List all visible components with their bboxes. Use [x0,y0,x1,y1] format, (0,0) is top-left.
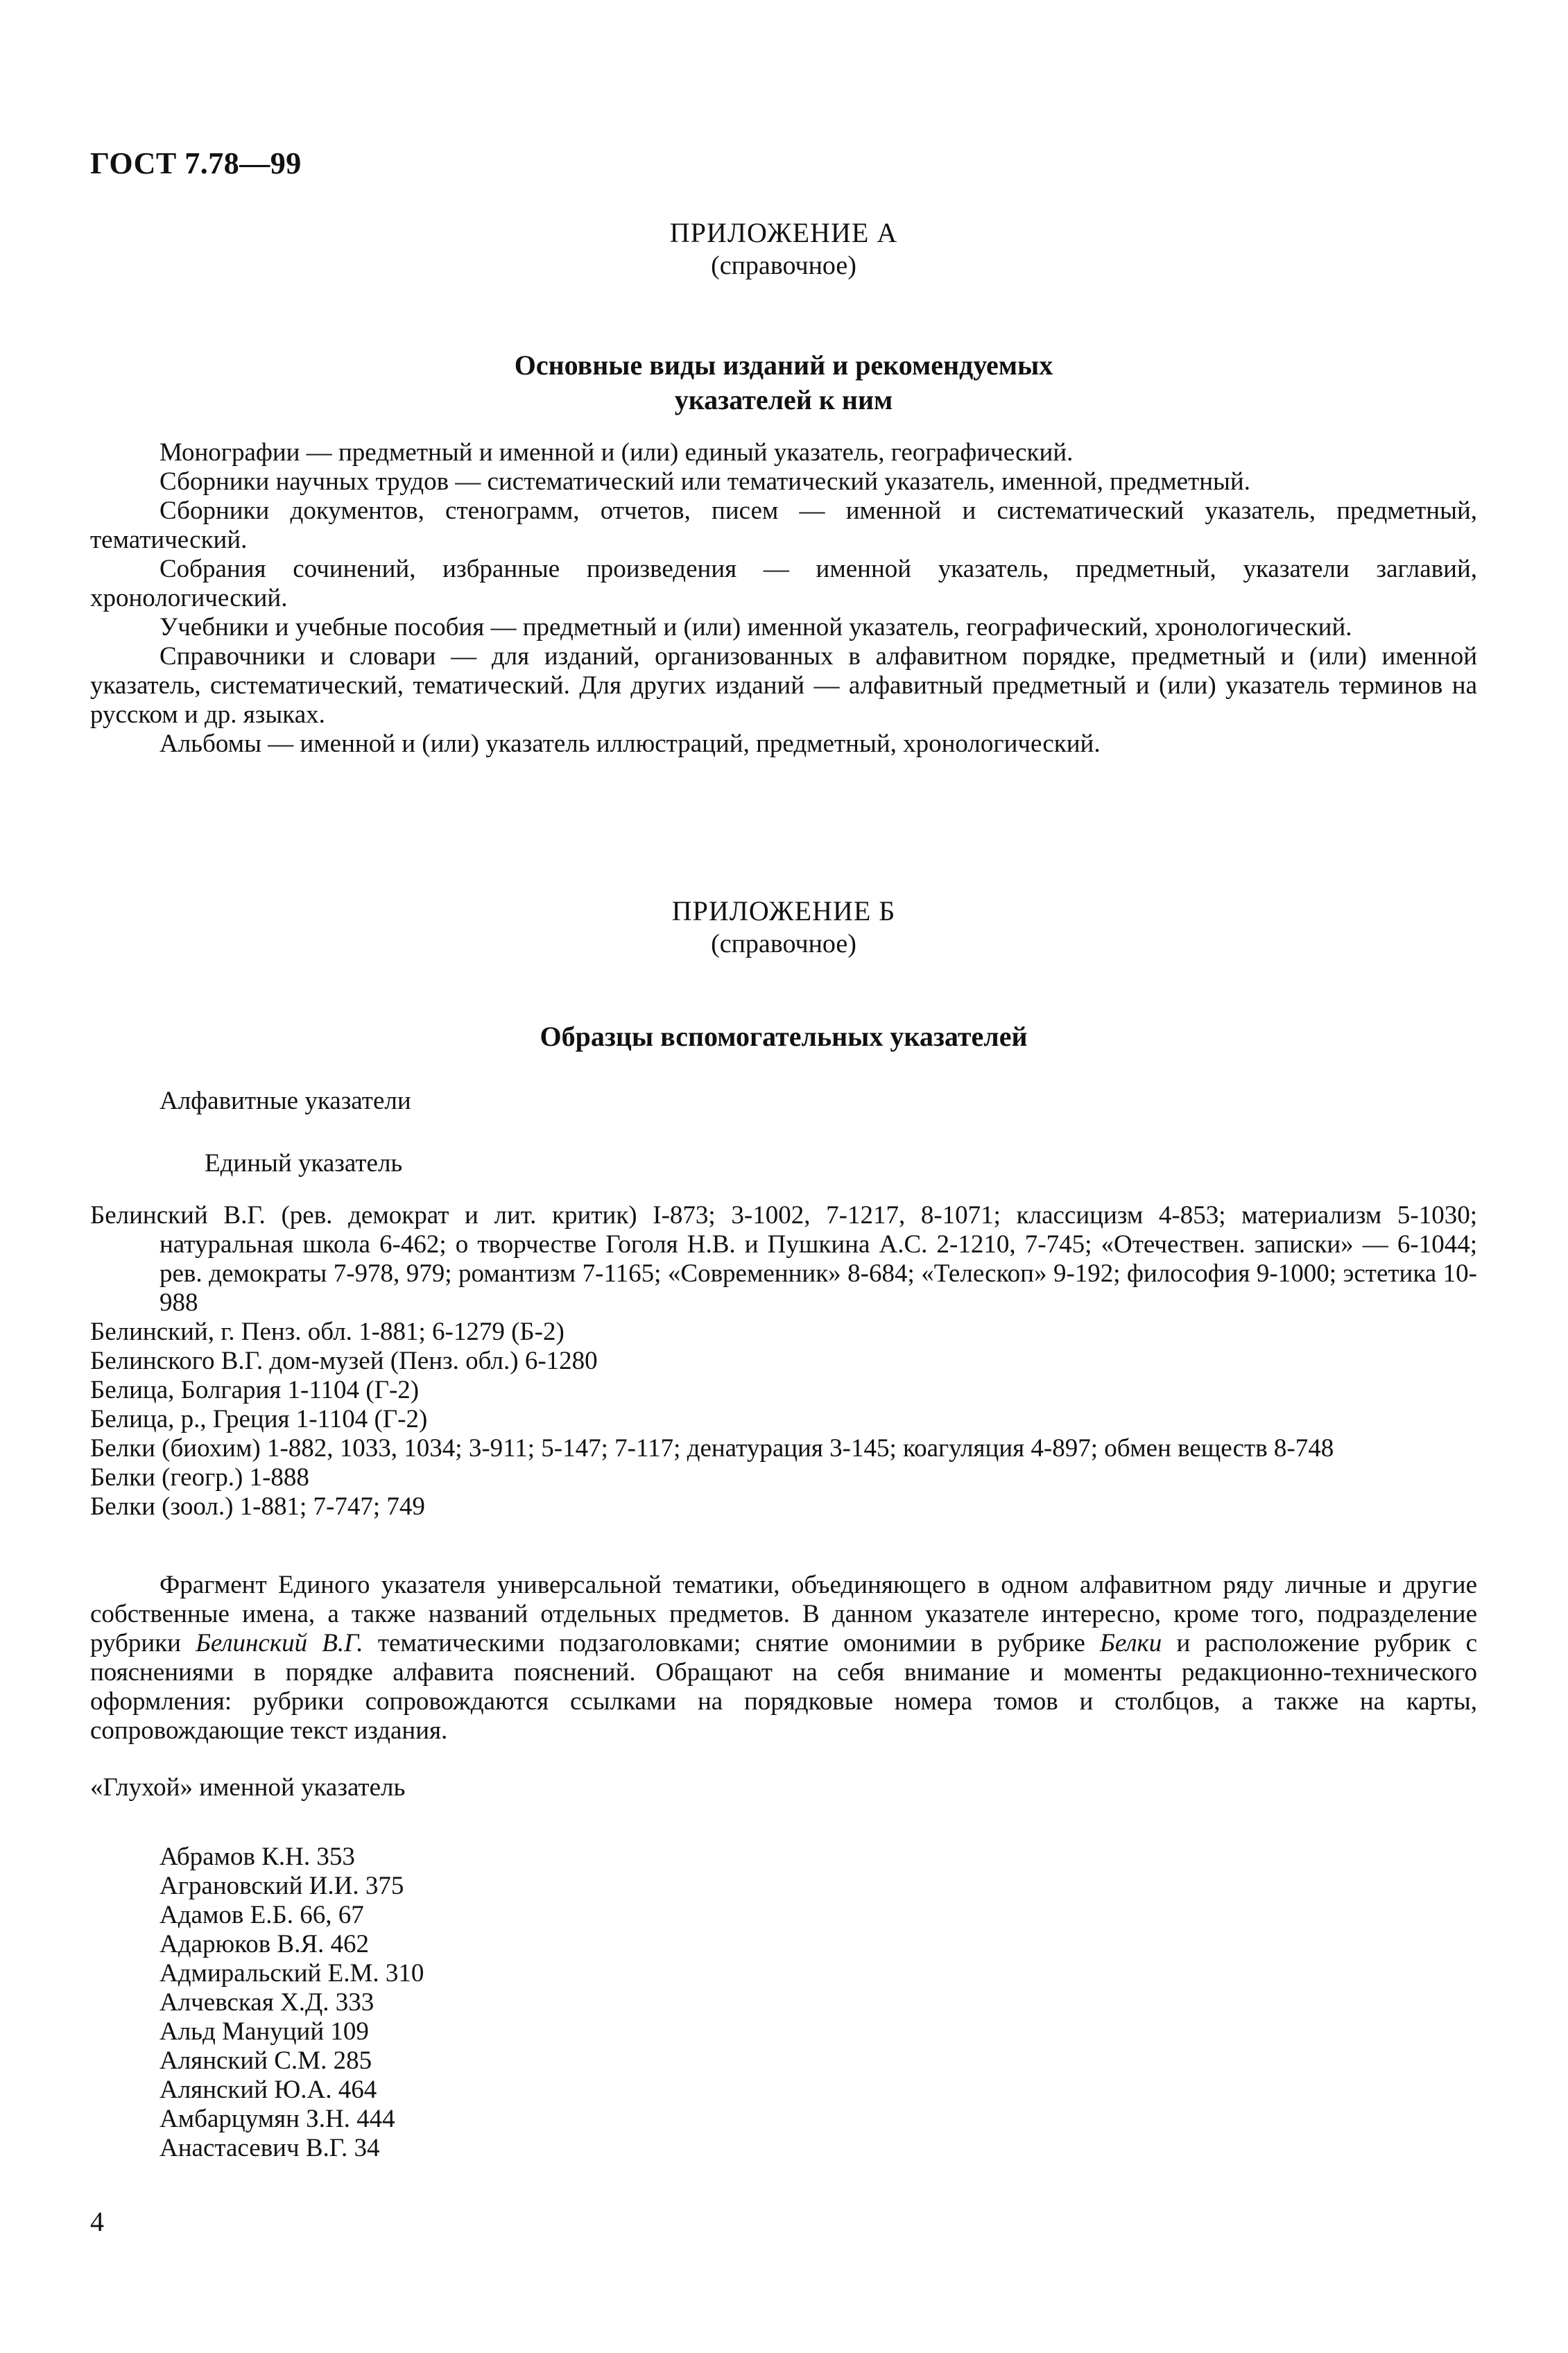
list-item: Аграновский И.И. 375 [160,1872,404,1900]
appendix-b-title: ПРИЛОЖЕНИЕ Б [671,895,896,926]
paragraph: Собрания сочинений, избранные произведения — именной указатель, предметный, указатели заглавий, хронологический. [90,555,1477,612]
appendix-b-heading [90,1019,1477,1054]
index-entry: Белинского В.Г. дом-музей (Пенз. обл.) 6-1280 [90,1347,598,1375]
index-entry: Белинский, г. Пенз. обл. 1-881; 6-1279 (Б-2) [90,1318,565,1346]
subsubsection-title: Единый указатель [205,1149,403,1178]
italic-term: Белки [1100,1629,1162,1657]
list-item: Абрамов К.Н. 353 [160,1843,355,1871]
appendix-b-heading-text: Образцы вспомогательных указателей [540,1021,1028,1052]
index-entry: Белки (биохим) 1-882, 1033, 1034; 3-911; 5-147; 7-117; денатурация 3-145; коагуляция 4-897; обмен веществ 8-748 [90,1434,1334,1463]
appendix-a-title: ПРИЛОЖЕНИЕ А [669,217,898,248]
index-entry: Белица, р., Греция 1-1104 (Г-2) [90,1405,428,1433]
text-run: тематическими подзаголовками; снятие омонимии в рубрике [363,1629,1100,1657]
page-number: 4 [90,2206,104,2237]
text-run: и расположение рубрик с пояснениями в порядке алфавита пояснений. Обращают на себя внимание и моменты редакционно-технического оформления: рубрики сопровождаются ссылками на порядковые номера томов и столбцов, а также на карты, сопровождающие текст издания. [90,1629,1477,1745]
blind-index-title: «Глухой» именной указатель [90,1773,406,1802]
document-code: ГОСТ 7.78—99 [90,146,302,180]
appendix-b-header [90,895,1477,960]
index-entry: Белки (геогр.) 1-888 [90,1463,309,1492]
italic-term: Белинский В.Г. [196,1629,363,1657]
appendix-a-heading-line2: указателей к ним [674,384,893,415]
list-item: Альд Мануций 109 [160,2017,369,2046]
list-item: Адамов Е.Б. 66, 67 [160,1901,364,1929]
appendix-a-subtitle: (справочное) [711,251,856,280]
appendix-a-heading-line1: Основные виды изданий и рекомендуемых [514,350,1053,381]
paragraph: Сборники научных трудов — систематический или тематический указатель, именной, предметный. [160,467,1250,496]
appendix-b-subtitle: (справочное) [711,929,856,958]
list-item: Алчевская Х.Д. 333 [160,1988,374,2017]
paragraph: Монографии — предметный и именной и (или) единый указатель, географический. [160,438,1074,467]
list-item: Анастасевич В.Г. 34 [160,2134,380,2162]
appendix-a-body [90,438,1477,759]
subsection-title: Алфавитные указатели [160,1087,411,1115]
text-run: Фрагмент Единого указателя универсальной тематики, объединяющего в одном алфавитном ряду личные и другие собственные имена, а также названий отдельных предметов. В данном указателе интересно, кроме того, подразделение рубрики [90,1571,1477,1657]
paragraph: Сборники документов, стенограмм, отчетов, писем — именной и систематический указатель, предметный, тематический. [90,497,1477,554]
index-entry: Белинский В.Г. (рев. демократ и лит. критик) I-873; 3-1002, 7-1217, 8-1071; классицизм 4-853; материализм 5-1030; натуральная школа 6-462; о творчестве Гоголя Н.В. и Пушкина А.С. 2-1210, 7-745; «Отечествен. записки» — 6-1044; рев. демократы 7-978, 979; романтизм 7-1165; «Современник» 8-684; «Телескоп» 9-192; философия 9-1000; эстетика 10-988 [90,1201,1477,1317]
list-item: Алянский Ю.А. 464 [160,2076,377,2104]
unified-index-list [90,1201,1477,1522]
names-list [160,1843,1547,2163]
paragraph [90,1571,1477,1746]
index-entry: Белки (зоол.) 1-881; 7-747; 749 [90,1492,425,1521]
appendix-a-header [90,216,1477,282]
list-item: Адарюков В.Я. 462 [160,1930,370,1958]
fragment-description [90,1571,1477,1746]
paragraph: Учебники и учебные пособия — предметный и (или) именной указатель, географический, хронологический. [160,613,1352,641]
paragraph: Альбомы — именной и (или) указатель иллюстраций, предметный, хронологический. [160,730,1101,758]
paragraph: Справочники и словари — для изданий, организованных в алфавитном порядке, предметный и (или) именной указатель, систематический, тематический. Для других изданий — алфавитный предметный и (или) указатель терминов на русском и др. языках. [90,642,1477,729]
list-item: Адмиральский Е.М. 310 [160,1959,424,1988]
list-item: Амбарцумян З.Н. 444 [160,2105,395,2133]
index-entry: Белица, Болгария 1-1104 (Г-2) [90,1376,420,1404]
list-item: Алянский С.М. 285 [160,2046,372,2075]
appendix-a-heading [90,348,1477,417]
